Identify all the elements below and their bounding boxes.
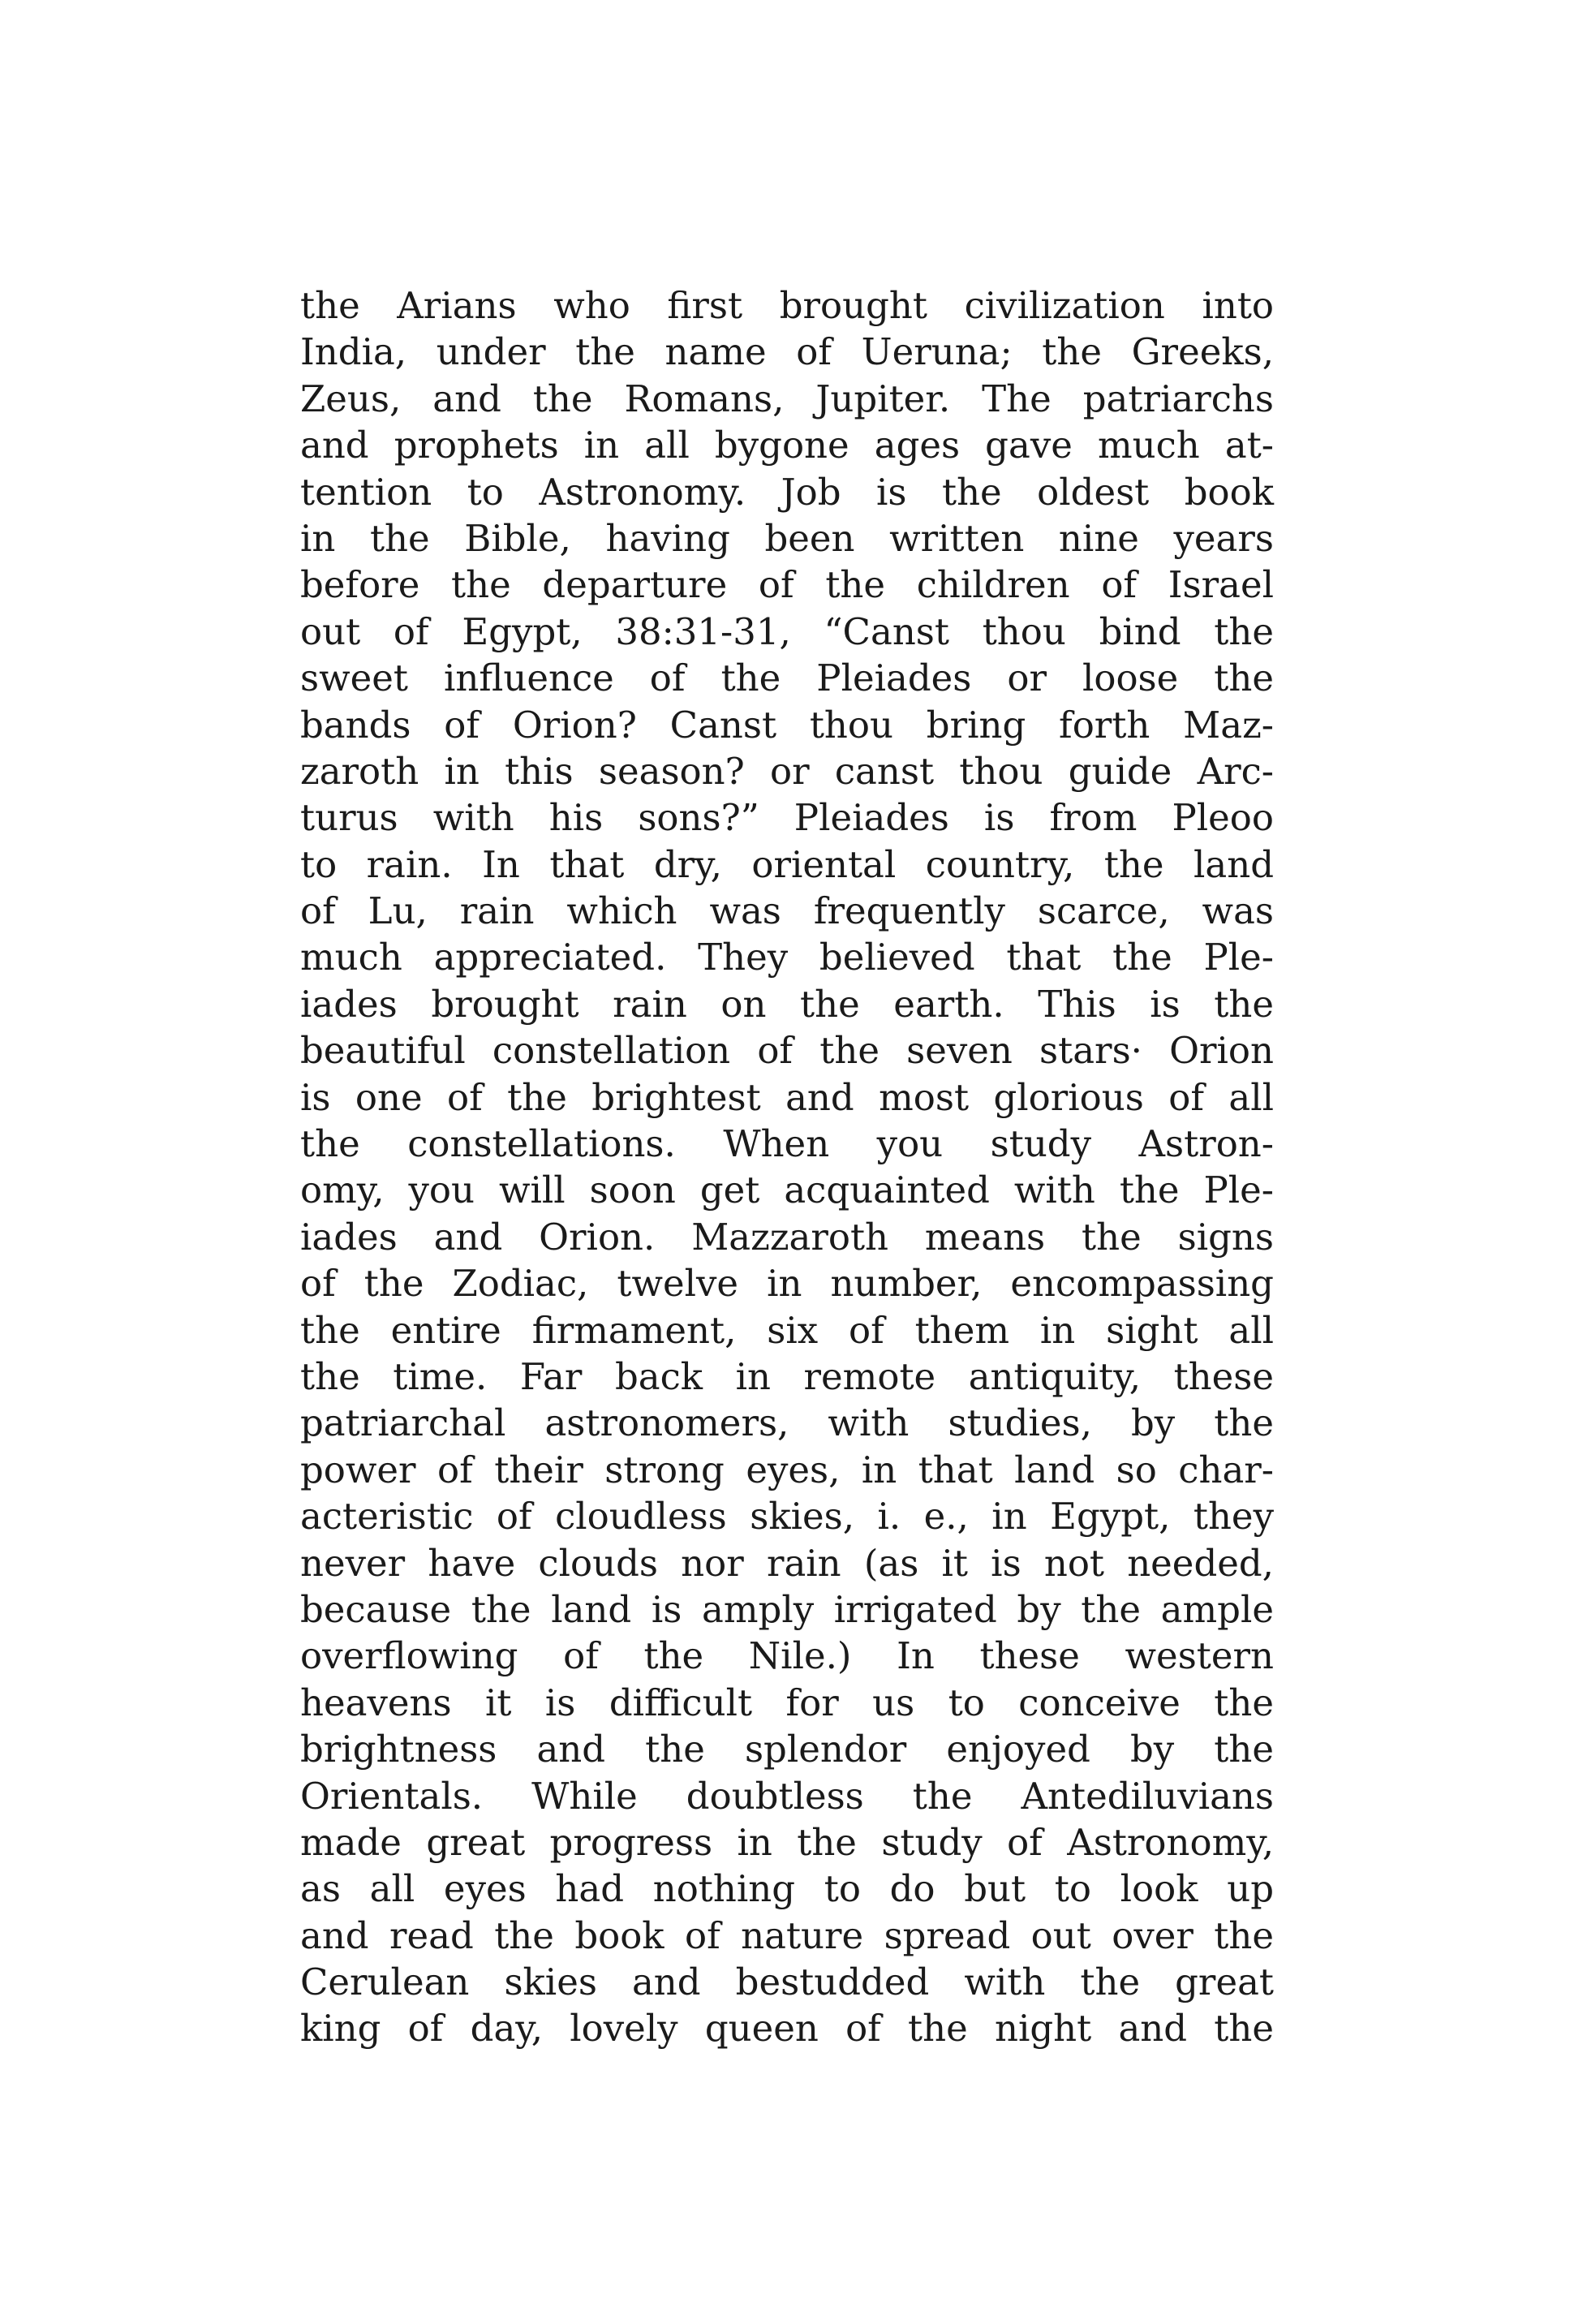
text-line-13: to rain. In that dry, oriental country, the land bbox=[300, 842, 1274, 886]
text-line-12: turus with his sons?” Pleiades is from Pleoo bbox=[300, 796, 1274, 840]
text-line-22: of the Zodiac, twelve in number, encompassing bbox=[300, 1262, 1274, 1306]
text-line-2: India, under the name of Ueruna; the Greeks, bbox=[300, 330, 1274, 374]
text-line-1: the Arians who first brought civilization into bbox=[300, 284, 1274, 327]
text-line-14: of Lu, rain which was frequently scarce, was bbox=[300, 889, 1274, 933]
text-line-5: tention to Astronomy. Job is the oldest book bbox=[300, 470, 1274, 514]
text-line-28: never have clouds nor rain (as it is not needed, bbox=[300, 1541, 1274, 1585]
text-line-16: iades brought rain on the earth. This is the bbox=[300, 982, 1274, 1026]
text-line-18: is one of the brightest and most glorious of all bbox=[300, 1075, 1274, 1119]
text-line-31: heavens it is difficult for us to conceive the bbox=[300, 1681, 1274, 1724]
text-line-6: in the Bible, having been written nine years bbox=[300, 516, 1274, 560]
text-line-17: beautiful constellation of the seven stars· Orion bbox=[300, 1029, 1274, 1073]
text-line-4: and prophets in all bygone ages gave much at- bbox=[300, 424, 1274, 467]
text-line-24: the time. Far back in remote antiquity, these bbox=[300, 1354, 1274, 1398]
text-line-35: as all eyes had nothing to do but to look up bbox=[300, 1867, 1274, 1911]
text-line-3: Zeus, and the Romans, Jupiter. The patriarchs bbox=[300, 377, 1274, 420]
text-line-9: sweet influence of the Pleiades or loose the bbox=[300, 656, 1274, 700]
text-line-20: omy, you will soon get acquainted with the Ple- bbox=[300, 1168, 1274, 1212]
text-line-11: zaroth in this season? or canst thou guide Arc- bbox=[300, 749, 1274, 793]
text-line-32: brightness and the splendor enjoyed by the bbox=[300, 1728, 1274, 1771]
text-line-34: made great progress in the study of Astronomy, bbox=[300, 1820, 1274, 1864]
text-line-26: power of their strong eyes, in that land so char- bbox=[300, 1448, 1274, 1491]
text-line-37: Cerulean skies and bestudded with the great bbox=[300, 1960, 1274, 2004]
text-line-33: Orientals. While doubtless the Antediluvians bbox=[300, 1774, 1274, 1818]
text-line-30: overflowing of the Nile.) In these western bbox=[300, 1634, 1274, 1678]
text-line-27: acteristic of cloudless skies, i. e., in Egypt, they bbox=[300, 1495, 1274, 1539]
text-line-21: iades and Orion. Mazzaroth means the signs bbox=[300, 1215, 1274, 1259]
text-line-36: and read the book of nature spread out over the bbox=[300, 1913, 1274, 1957]
text-line-38: king of day, lovely queen of the night and the bbox=[300, 2007, 1274, 2051]
text-line-29: because the land is amply irrigated by the ample bbox=[300, 1587, 1274, 1631]
text-line-23: the entire firmament, six of them in sight all bbox=[300, 1308, 1274, 1352]
body-text bbox=[300, 282, 1274, 2052]
text-line-25: patriarchal astronomers, with studies, by the bbox=[300, 1401, 1274, 1445]
text-line-7: before the departure of the children of Israel bbox=[300, 563, 1274, 607]
text-line-19: the constellations. When you study Astron- bbox=[300, 1122, 1274, 1166]
text-line-8: out of Egypt, 38:31-31, “Canst thou bind the bbox=[300, 609, 1274, 653]
text-line-15: much appreciated. They believed that the Ple- bbox=[300, 936, 1274, 979]
text-line-10: bands of Orion? Canst thou bring forth Maz- bbox=[300, 703, 1274, 747]
